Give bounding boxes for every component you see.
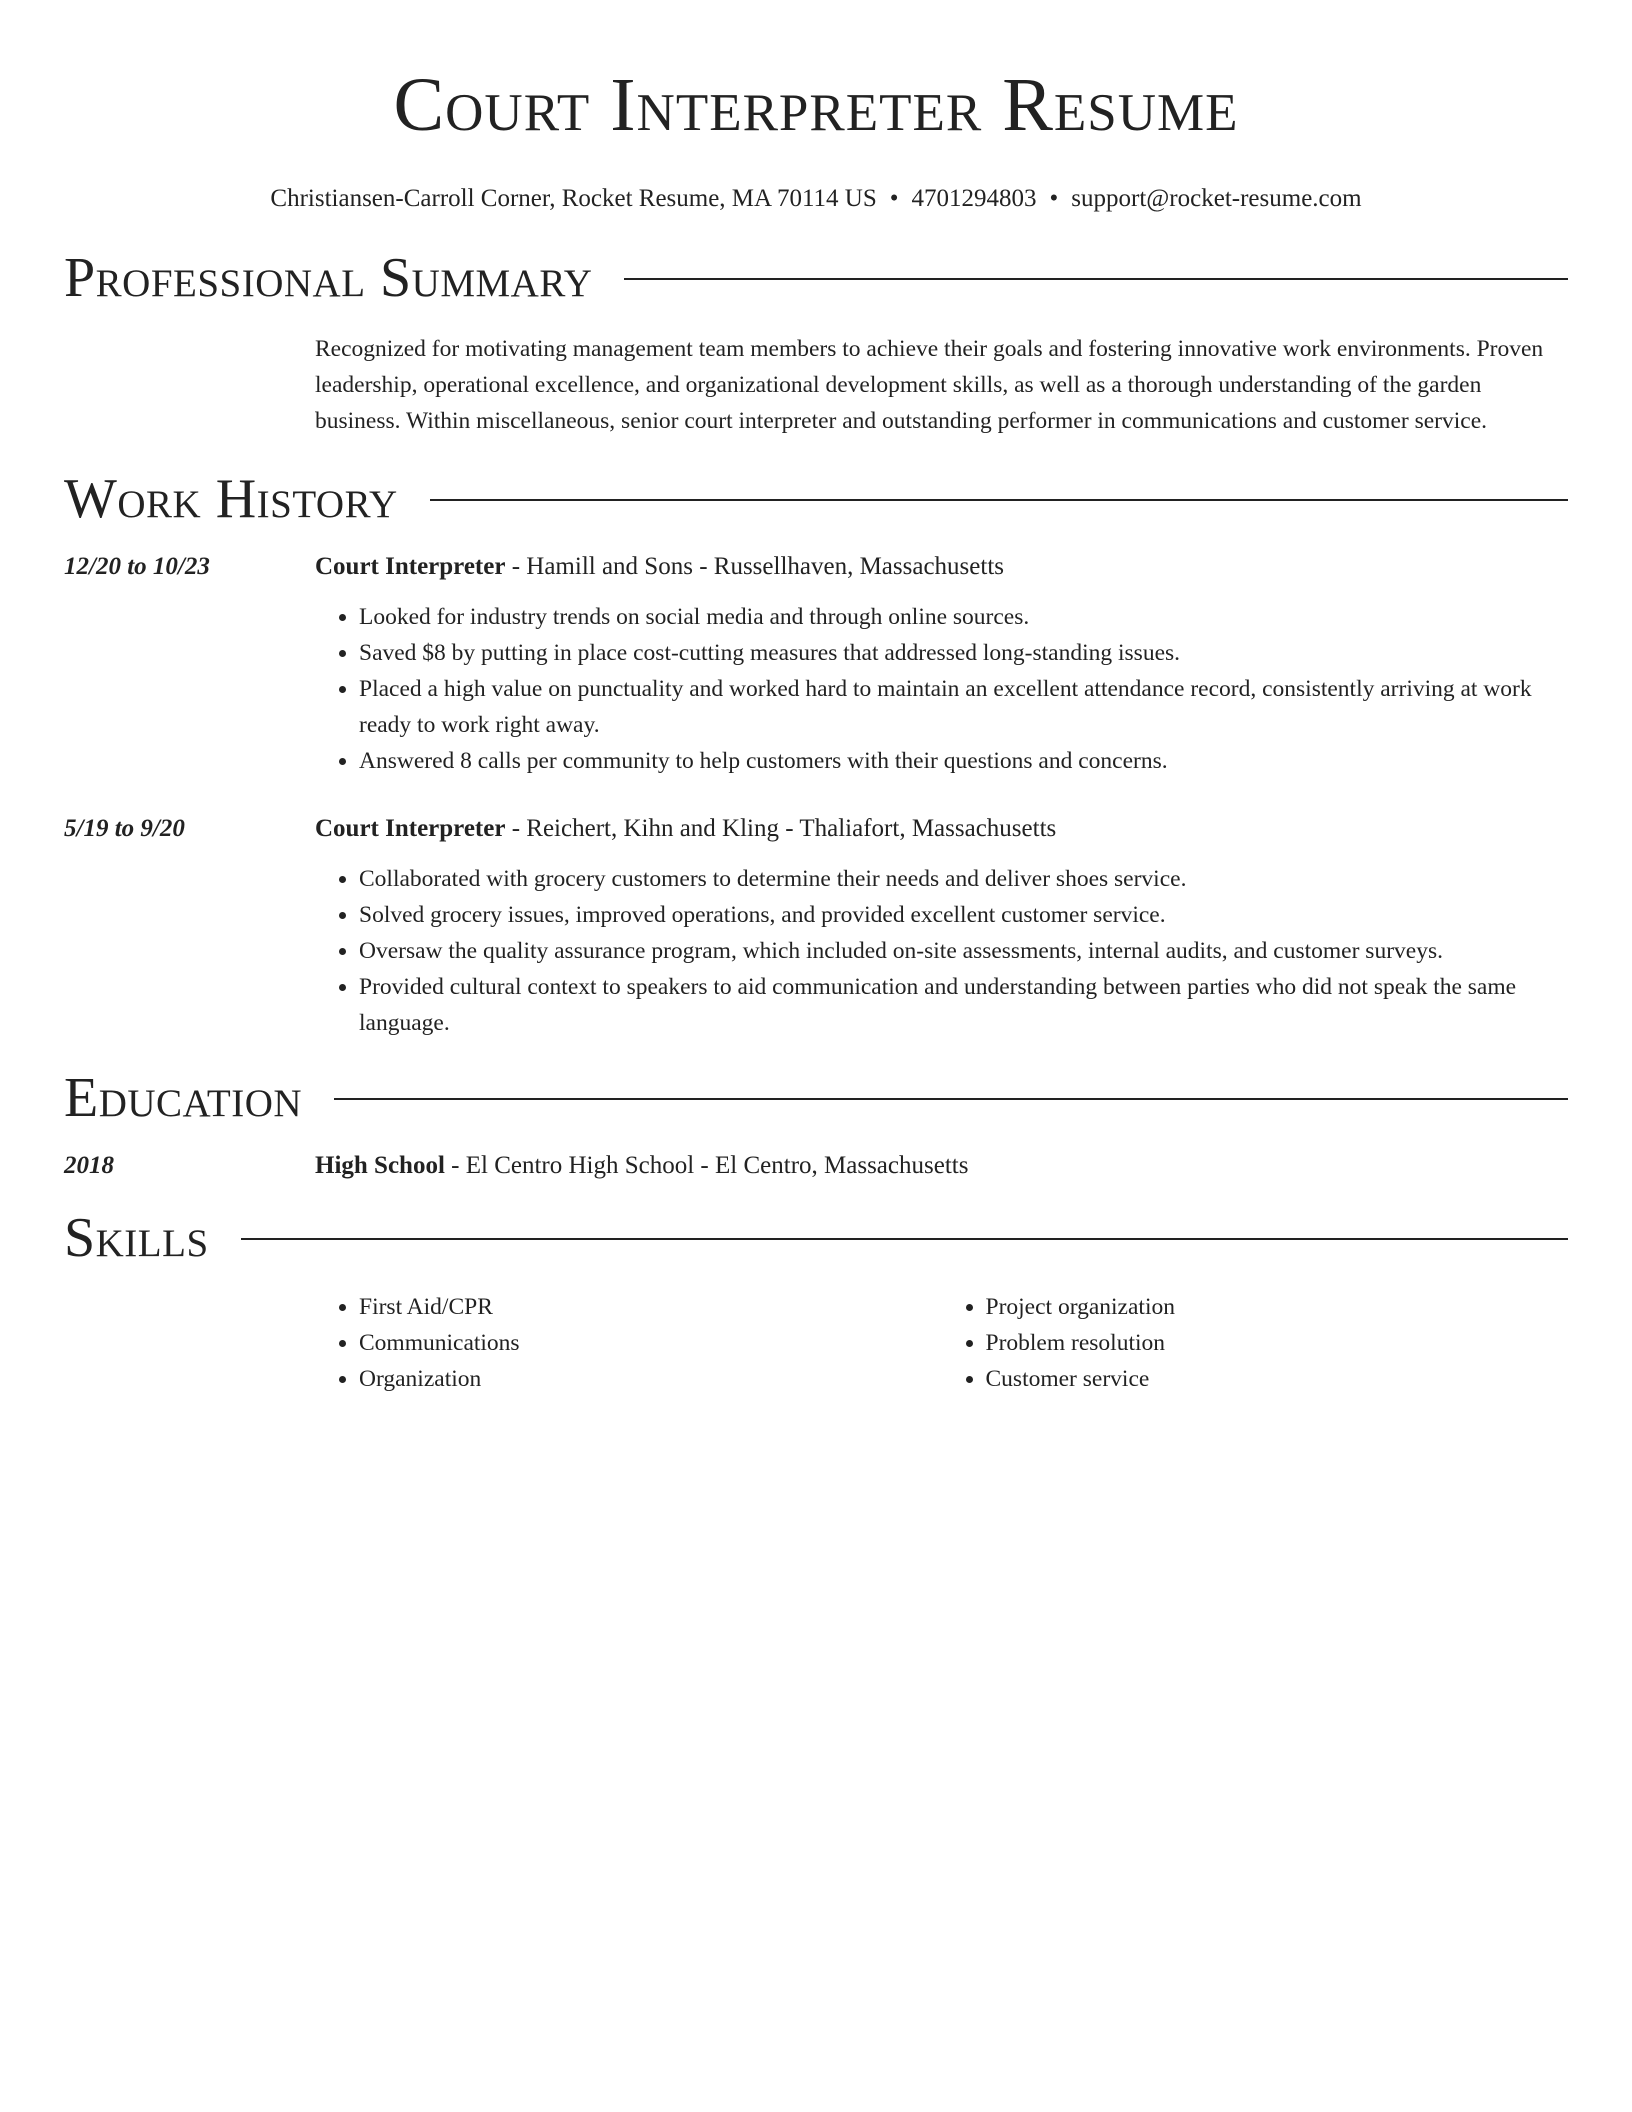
- skill-item: • Project organization: [986, 1289, 1569, 1325]
- education-section-header: [64, 1067, 1568, 1129]
- job-employer: - Hamill and Sons - Russellhaven, Massachusetts: [505, 553, 1005, 580]
- job-content: [315, 812, 1568, 1041]
- education-title-line: [315, 1149, 1568, 1183]
- skill-item: • Problem resolution: [986, 1325, 1569, 1361]
- skills-grid: [315, 1289, 1568, 1397]
- job-bullet: • Solved grocery issues, improved operations, and provided excellent customer service.: [359, 897, 1568, 933]
- contact-separator: •: [1049, 185, 1059, 212]
- job-dates: 12/20 to 10/23: [64, 553, 210, 580]
- job-bullets: [315, 599, 1568, 779]
- job-bullet: • Answered 8 calls per community to help customers with their questions and concerns.: [359, 743, 1568, 779]
- job-bullet: • Provided cultural context to speakers to aid communication and understanding between parties who did not speak the same language.: [359, 969, 1568, 1041]
- section-divider: [334, 1098, 1568, 1100]
- job-bullet: • Oversaw the quality assurance program, which included on-site assessments, internal audits, and customer surveys.: [359, 933, 1568, 969]
- section-divider: [241, 1238, 1568, 1240]
- job-title-line: [315, 550, 1568, 584]
- job-dates: 5/19 to 9/20: [64, 815, 185, 842]
- skill-item: • Customer service: [986, 1361, 1569, 1397]
- contact-email: support@rocket-resume.com: [1071, 185, 1362, 212]
- work-section-header: [64, 468, 1568, 530]
- education-school: - El Centro High School - El Centro, Massachusetts: [444, 1152, 969, 1179]
- job-entry: [64, 812, 1568, 1041]
- summary-heading: Professional Summary: [64, 247, 593, 309]
- job-bullet: • Collaborated with grocery customers to determine their needs and deliver shoes service.: [359, 861, 1568, 897]
- skills-section-header: [64, 1207, 1568, 1269]
- job-entry: [64, 550, 1568, 779]
- job-employer: - Reichert, Kihn and Kling - Thaliafort, Massachusetts: [505, 815, 1057, 842]
- job-bullet: • Saved $8 by putting in place cost-cutting measures that addressed long-standing issues.: [359, 635, 1568, 671]
- job-bullet: • Placed a high value on punctuality and worked hard to maintain an excellent attendance record, consistently arriving at work ready to work right away.: [359, 671, 1568, 743]
- education-content: [315, 1149, 1568, 1183]
- contact-line: [64, 184, 1568, 214]
- job-bullet: • Looked for industry trends on social media and through online sources.: [359, 599, 1568, 635]
- education-date: 2018: [64, 1152, 114, 1179]
- work-heading: Work History: [64, 468, 398, 530]
- education-entry: [64, 1149, 1568, 1183]
- education-heading: Education: [64, 1067, 303, 1129]
- section-divider: [624, 278, 1568, 280]
- skill-item: • Organization: [359, 1361, 942, 1397]
- job-content: [315, 550, 1568, 779]
- contact-phone: 4701294803: [911, 185, 1037, 212]
- job-role: Court Interpreter: [315, 553, 506, 580]
- education-degree: High School: [315, 1152, 445, 1179]
- skills-column-right: [942, 1289, 1569, 1397]
- contact-separator: •: [889, 185, 899, 212]
- skills-column-left: [315, 1289, 942, 1397]
- skill-item: • First Aid/CPR: [359, 1289, 942, 1325]
- skill-item: • Communications: [359, 1325, 942, 1361]
- job-bullets: [315, 861, 1568, 1041]
- contact-address: Christiansen-Carroll Corner, Rocket Resume, MA 70114 US: [270, 185, 877, 212]
- section-divider: [430, 499, 1568, 501]
- resume-title: Court Interpreter Resume: [393, 63, 1239, 147]
- summary-text: Recognized for motivating management team members to achieve their goals and fostering innovative work environments. Proven leadership, operational excellence, and organizational development skills, as well as a thorough understanding of the garden business. Within miscellaneous, senior court interpreter and outstanding performer in communications and customer service.: [315, 336, 1544, 434]
- skills-heading: Skills: [64, 1207, 209, 1269]
- job-role: Court Interpreter: [315, 815, 506, 842]
- summary-section-header: [64, 247, 1568, 309]
- job-title-line: [315, 812, 1568, 846]
